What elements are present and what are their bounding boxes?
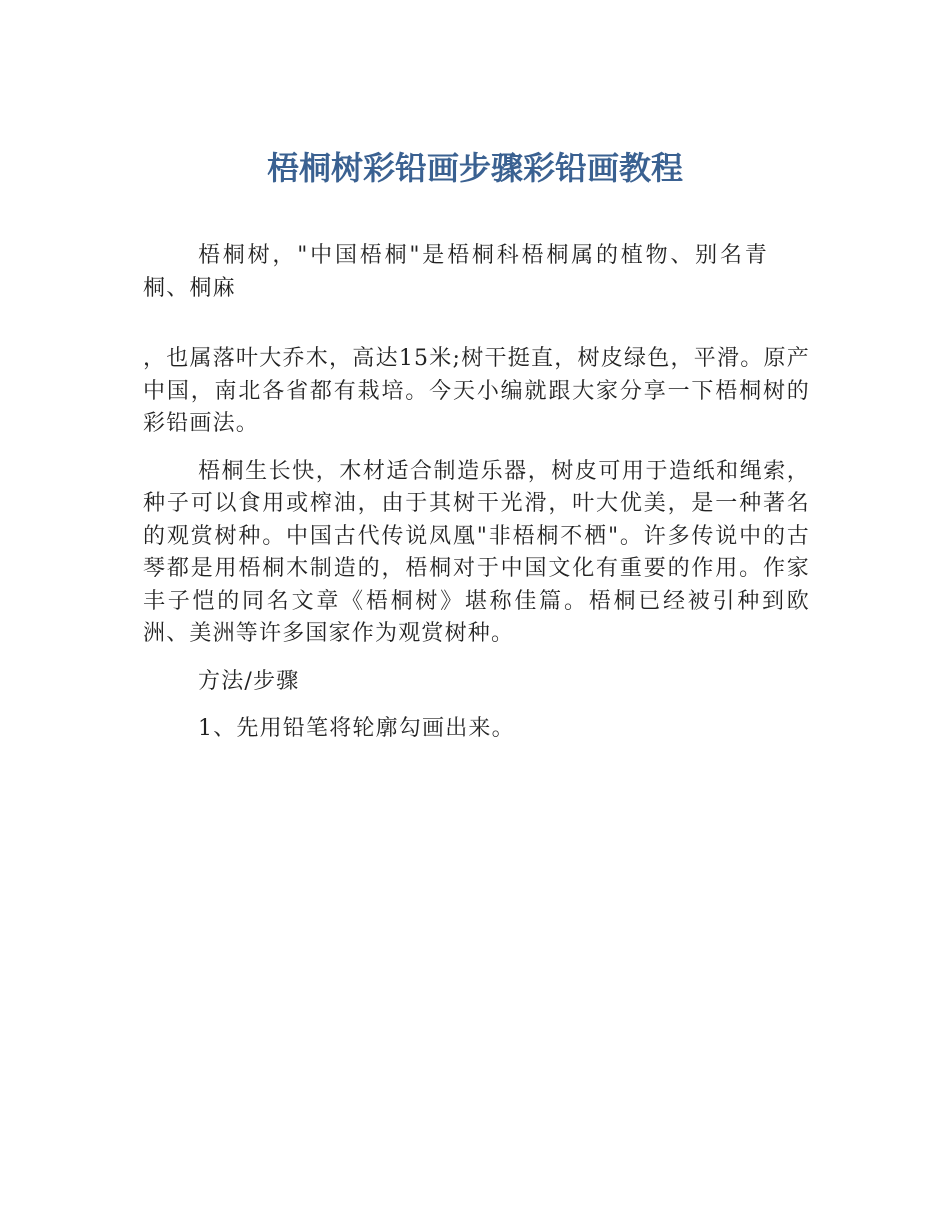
document-body bbox=[143, 240, 810, 746]
step-1-paragraph: 1、先用铅笔将轮廓勾画出来。 bbox=[198, 716, 515, 741]
document-title: 梧桐树彩铅画步骤彩铅画教程 bbox=[266, 149, 683, 187]
description-paragraph: ，也属落叶大乔木，高达15米;树干挺直，树皮绿色，平滑。原产中国，南北各省都有栽培。今天小编就跟大家分享一下梧桐树的彩铅画法。 bbox=[143, 346, 810, 436]
method-heading: 方法/步骤 bbox=[198, 668, 300, 694]
background-paragraph: 梧桐生长快，木材适合制造乐器，树皮可用于造纸和绳索，种子可以食用或榨油，由于其树干光滑，叶大优美，是一种著名的观赏树种。中国古代传说凤凰"非梧桐不栖"。许多传说中的古琴都是用梧桐木制造的，梧桐对于中国文化有重要的作用。作家丰子恺的同名文章《梧桐树》堪称佳篇。梧桐已经被引种到欧洲、美洲等许多国家作为观赏树种。 bbox=[143, 458, 810, 646]
intro-paragraph: 梧桐树，"中国梧桐"是梧桐科梧桐属的植物、别名青桐、桐麻 bbox=[143, 243, 768, 301]
